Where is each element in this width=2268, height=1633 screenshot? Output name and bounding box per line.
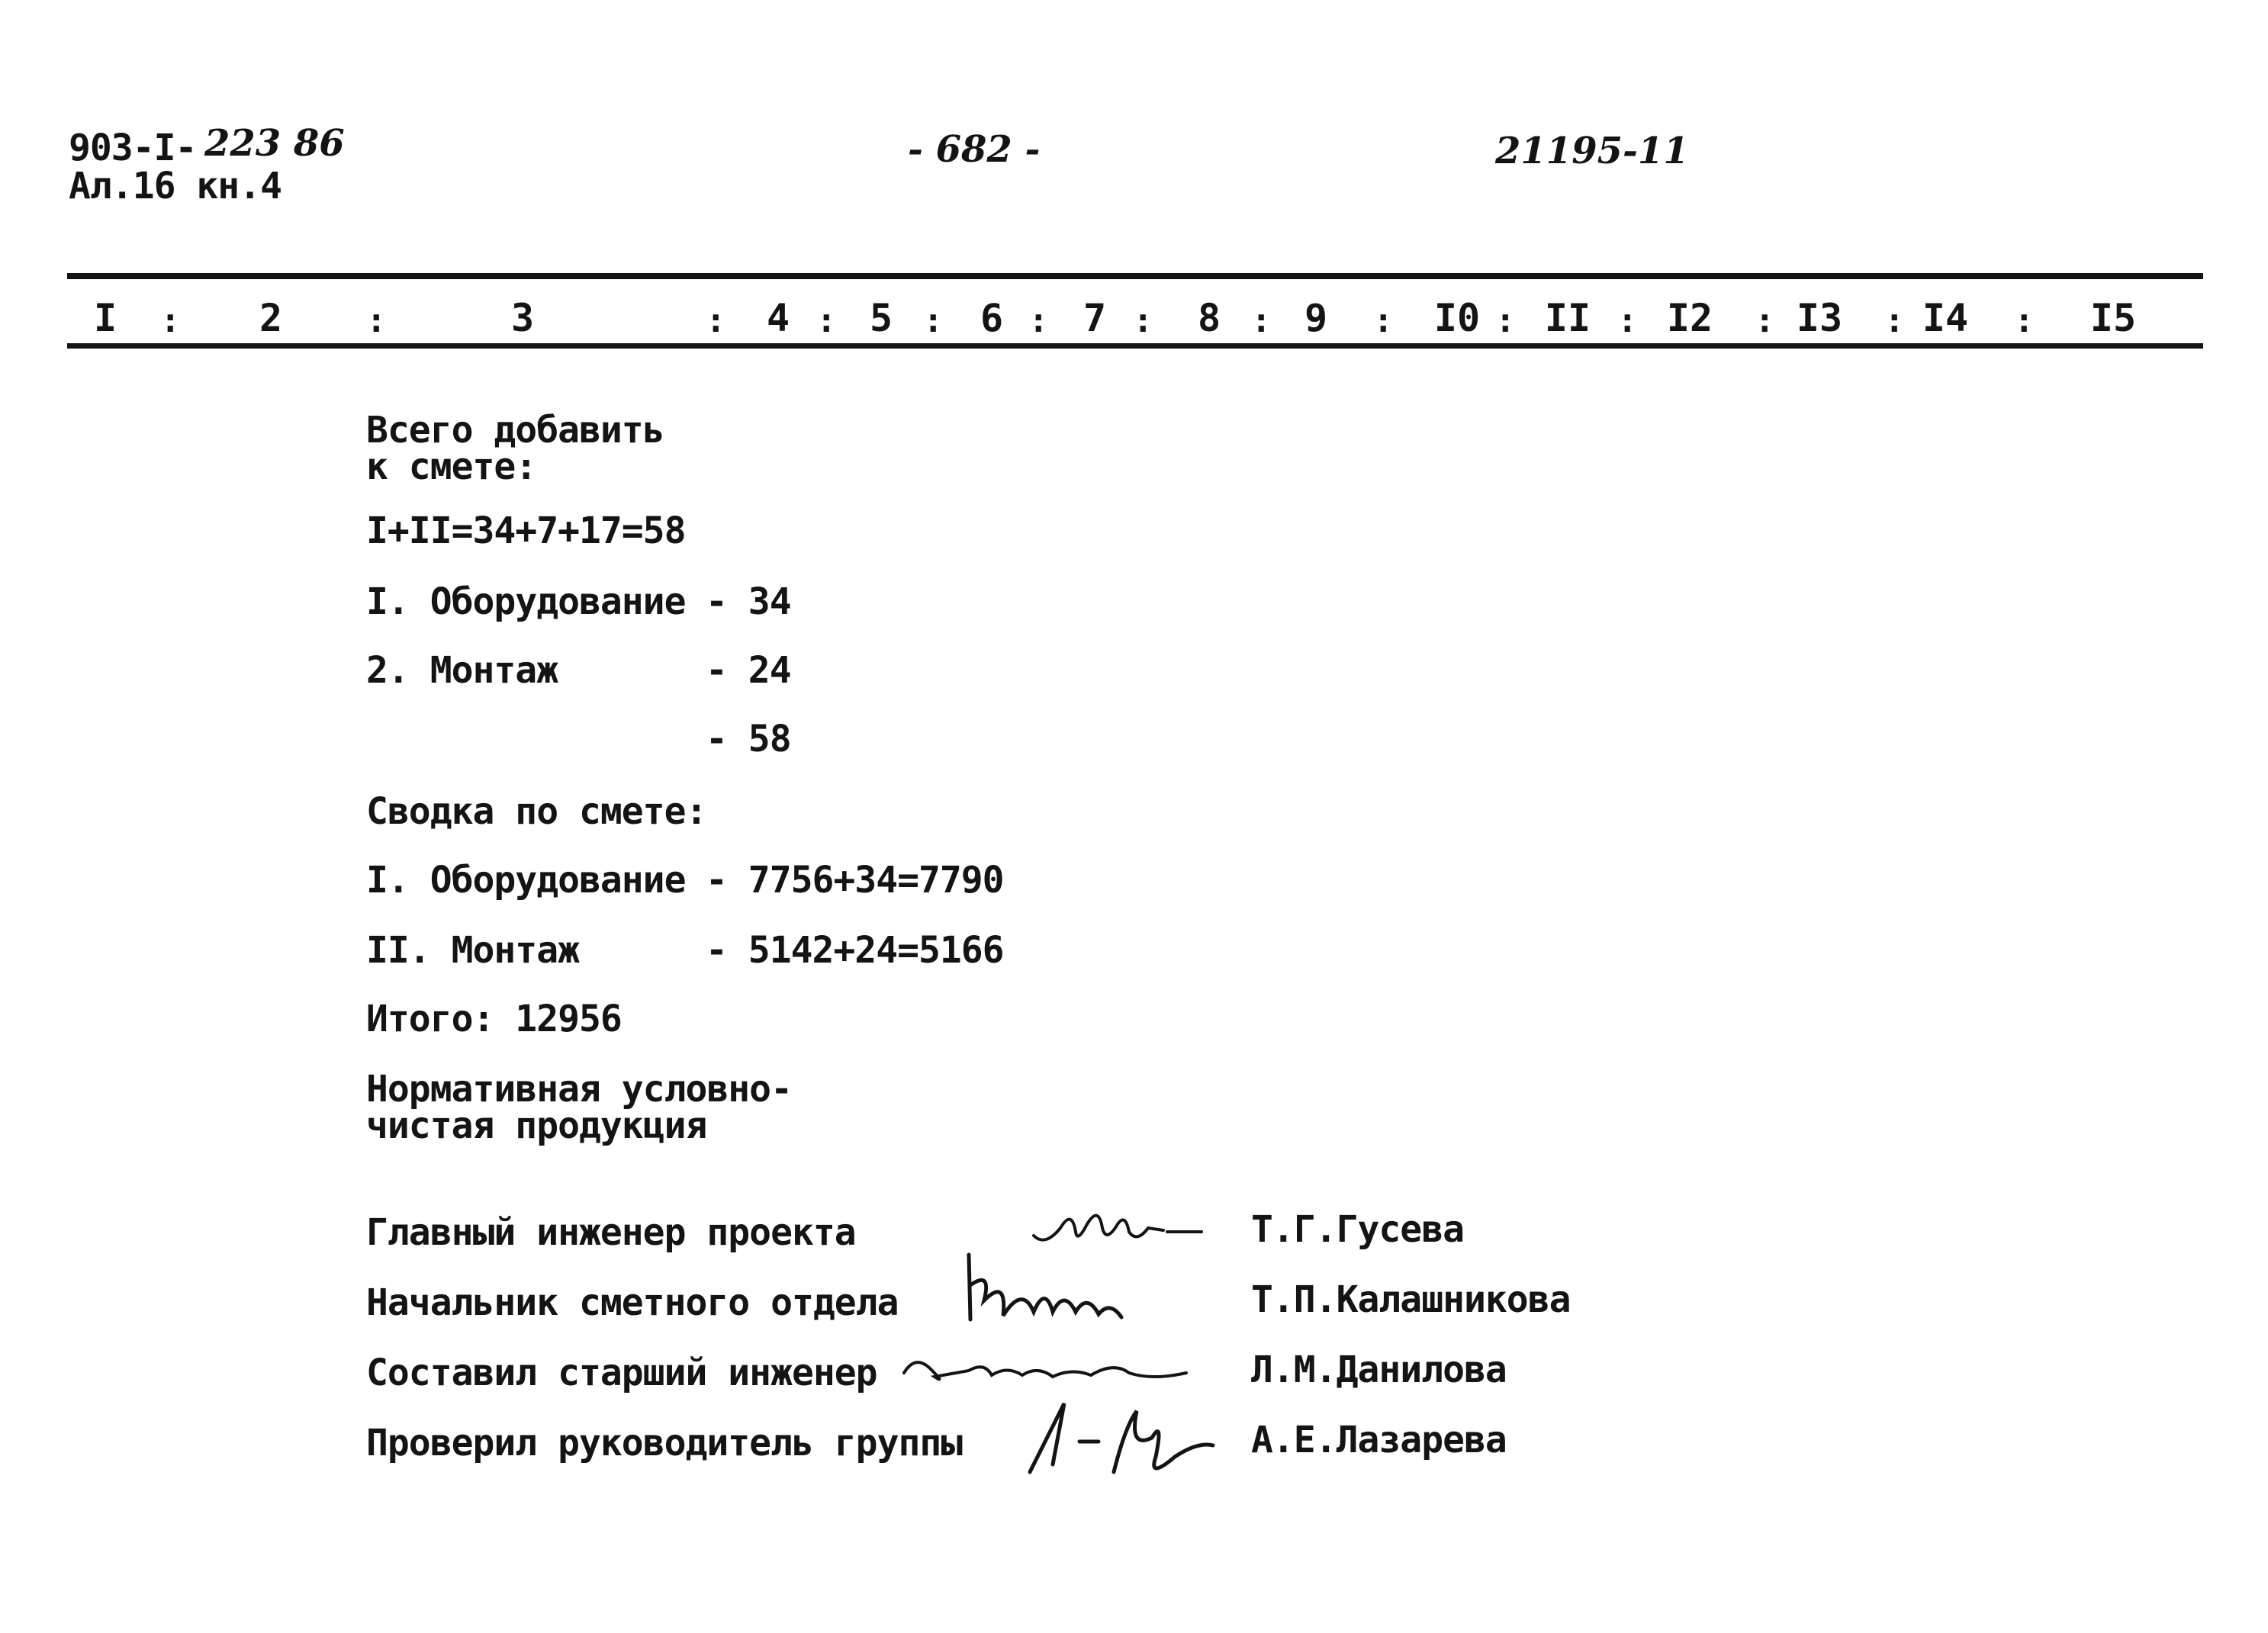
signature-role: Проверил руководитель группы — [366, 1422, 963, 1464]
column-number: I5 — [2089, 296, 2137, 340]
column-number: 8 — [1197, 296, 1221, 340]
summary-item-label: 2. Монтаж — [366, 649, 558, 692]
handwritten-signature — [900, 1346, 1190, 1392]
summary-total-value: - 58 — [706, 718, 791, 760]
handwritten-signature — [961, 1247, 1129, 1331]
estimate-item-label: II. Монтаж — [366, 929, 579, 972]
column-separator: : — [2014, 301, 2035, 340]
signature-name: А.Е.Лазарева — [1251, 1419, 1507, 1461]
column-separator: : — [1028, 301, 1049, 340]
column-separator: : — [1373, 301, 1394, 340]
summary-title: Всего добавить — [366, 409, 664, 452]
column-number: II — [1544, 296, 1591, 340]
signature-name: Т.П.Калашникова — [1251, 1278, 1571, 1321]
column-separator: : — [1495, 301, 1516, 340]
column-number: 5 — [869, 296, 893, 340]
estimate-item-value: - 7756+34=7790 — [706, 859, 1004, 902]
column-separator: : — [1251, 301, 1272, 340]
signature-name: Т.Г.Гусева — [1251, 1208, 1464, 1251]
column-separator: : — [160, 301, 181, 340]
signature-role: Составил старший инженер — [366, 1352, 877, 1394]
doc-code-handwritten: 223 86 — [204, 122, 345, 165]
column-separator: : — [923, 301, 944, 340]
column-number: 4 — [766, 296, 790, 340]
column-number: I3 — [1796, 296, 1843, 340]
signature-role: Главный инженер проекта — [366, 1211, 856, 1254]
top-rule — [67, 273, 2203, 279]
signature-name: Л.М.Данилова — [1251, 1349, 1507, 1391]
column-separator: : — [366, 301, 387, 340]
doc-code: 903-I- — [69, 127, 197, 169]
estimate-note: Нормативная условно- — [366, 1068, 792, 1111]
column-separator: : — [706, 301, 726, 340]
column-separator: : — [1884, 301, 1905, 340]
column-number: 3 — [510, 296, 535, 340]
column-separator: : — [1133, 301, 1153, 340]
column-number: 2 — [259, 296, 283, 340]
estimate-title: Сводка по смете: — [366, 790, 707, 833]
column-separator: : — [1755, 301, 1775, 340]
column-number: I — [93, 296, 117, 340]
column-number: I4 — [1922, 296, 1969, 340]
estimate-item-value: - 5142+24=5166 — [706, 929, 1004, 972]
summary-title-cont: к смете: — [366, 445, 537, 488]
estimate-item-label: I. Оборудование — [366, 859, 686, 902]
column-number: 9 — [1304, 296, 1328, 340]
column-number: 7 — [1083, 296, 1107, 340]
album-line: Ал.16 кн.4 — [69, 165, 281, 207]
estimate-note-cont: чистая продукция — [366, 1104, 707, 1147]
summary-formula: I+II=34+7+17=58 — [366, 510, 686, 552]
column-separator: : — [1617, 301, 1638, 340]
column-number: 6 — [980, 296, 1004, 340]
summary-item-value: - 34 — [706, 580, 791, 623]
archive-number: 21195-11 — [1495, 130, 1689, 172]
column-separator: : — [816, 301, 837, 340]
summary-item-value: - 24 — [706, 649, 791, 692]
signature-role: Начальник сметного отдела — [366, 1281, 899, 1324]
handwritten-signature — [1022, 1396, 1221, 1480]
estimate-total: Итого: 12956 — [366, 998, 622, 1040]
column-number: I0 — [1433, 296, 1481, 340]
page-number: - 682 - — [908, 128, 1041, 171]
bottom-rule — [67, 343, 2203, 349]
summary-item-label: I. Оборудование — [366, 580, 686, 623]
column-number: I2 — [1666, 296, 1713, 340]
